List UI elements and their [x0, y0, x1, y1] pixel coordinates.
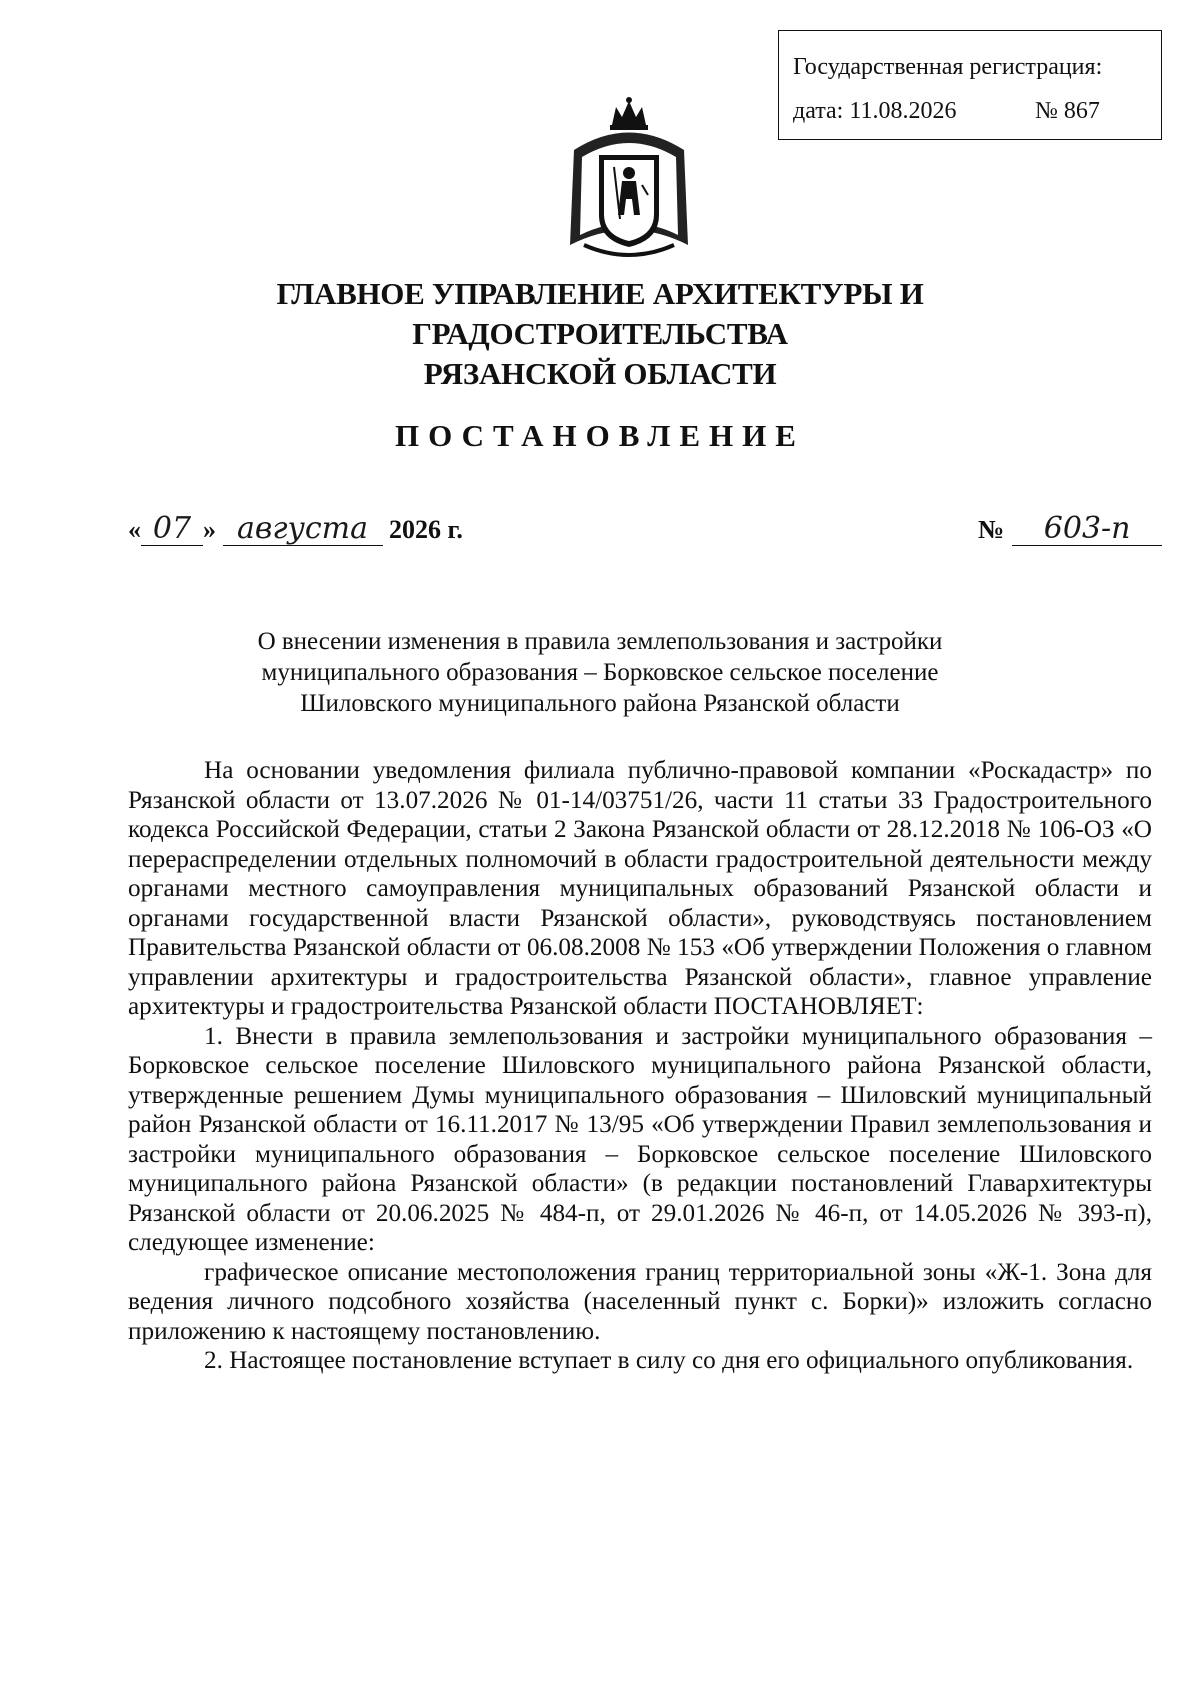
agency-name — [100, 274, 1100, 394]
registration-date: дата: 11.08.2026 — [793, 98, 957, 124]
number-label: № — [978, 515, 1005, 544]
date-open-quote: « — [128, 515, 141, 544]
registration-title: Государственная регистрация: — [793, 54, 1103, 80]
document-date — [128, 512, 463, 546]
document-subject — [150, 626, 1050, 719]
subject-line-2: муниципального образования – Борковское сельское поселение — [261, 659, 939, 686]
body-paragraph-2: 1. Внести в правила землепользования и застройки муниципального образования – Борковское сельское поселение Шиловского муниципального района Рязанской области, утвержденные решением Думы муниципального образования – Шиловский муниципальный район Рязанской области от 16.11.2017 № 13/95 «Об утверждении Правил землепользования и застройки муниципального образования – Борковское сельское поселение Шиловского муниципального района Рязанской области» (в редакции постановлений Главархитектуры Рязанской области от 20.06.2025 № 484-п, от 29.01.2026 № 46-п, от 14.05.2026 № 393-п), следующее изменение: — [128, 1022, 1152, 1256]
registration-number: № 867 — [1035, 98, 1100, 124]
subject-line-3: Шиловского муниципального района Рязанской области — [300, 690, 900, 717]
subject-line-1: О внесении изменения в правила землепользования и застройки — [257, 628, 943, 655]
date-month: августа — [223, 512, 383, 546]
document-type: ПОСТАНОВЛЕНИЕ — [395, 418, 805, 453]
body-paragraph-3: графическое описание местоположения границ территориальной зоны «Ж-1. Зона для ведения личного подсобного хозяйства (населенный пункт с. Борки)» изложить согласно приложению к настоящему постановлению. — [128, 1258, 1152, 1345]
document-body — [128, 756, 1152, 1376]
number-value: 603-п — [1012, 512, 1162, 546]
agency-line-2: РЯЗАНСКОЙ ОБЛАСТИ — [423, 356, 777, 391]
document-number — [978, 512, 1162, 546]
date-close-quote: » — [203, 515, 216, 544]
ryazan-coat-of-arms-icon — [564, 95, 694, 265]
date-year: 2026 г. — [389, 515, 463, 544]
body-paragraph-1: На основании уведомления филиала публично-правовой компании «Роскадастр» по Рязанской области от 13.07.2026 № 01-14/03751/26, части 11 статьи 33 Градостроительного кодекса Российской Федерации, статьи 2 Закона Рязанской области от 28.12.2018 № 106-ОЗ «О перераспределении отдельных полномочий в области градостроительной деятельности между органами местного самоуправления муниципальных образований Рязанской области и органами государственной власти Рязанской области», руководствуясь постановлением Правительства Рязанской области от 06.08.2008 № 153 «Об утверждении Положения о главном управлении архитектуры и градостроительства Рязанской области», главное управление архитектуры и градостроительства Рязанской области ПОСТАНОВЛЯЕТ: — [128, 757, 1152, 1020]
agency-line-1: ГЛАВНОЕ УПРАВЛЕНИЕ АРХИТЕКТУРЫ И ГРАДОСТРОИТЕЛЬСТВА — [276, 276, 924, 351]
body-paragraph-4: 2. Настоящее постановление вступает в силу со дня его официального опубликования. — [204, 1347, 1134, 1374]
registration-stamp — [778, 30, 1162, 140]
date-day: 07 — [141, 512, 203, 546]
